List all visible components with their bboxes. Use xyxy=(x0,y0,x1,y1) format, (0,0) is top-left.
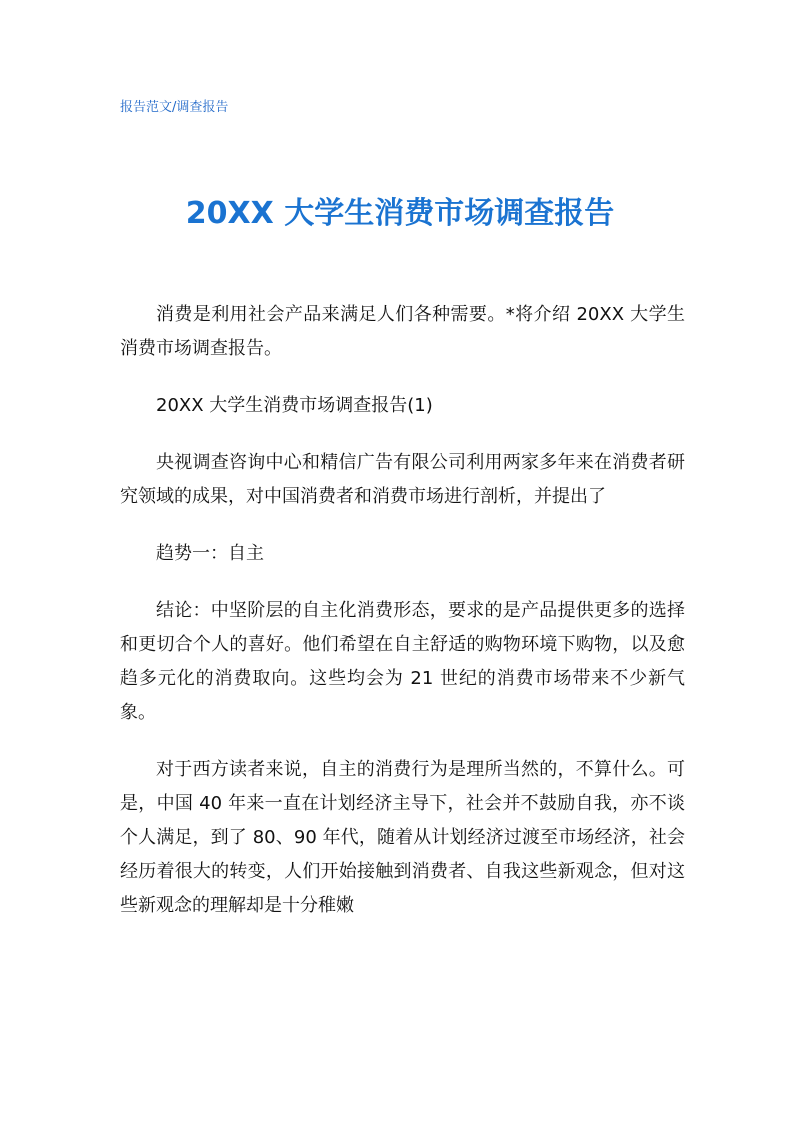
body-paragraph: 对于西方读者来说，自主的消费行为是理所当然的，不算什么。可是，中国 40 年来一直在计划经济主导下，社会并不鼓励自我，亦不谈个人满足，到了 80、90 年代，随着从计划经济过渡至市场经济，社会经历着很大的转变，人们开始接触到消费者、自我这些新观念，但对这些新观念的理解却是十分稚嫩 xyxy=(120,759,685,916)
section-heading: 20XX 大学生消费市场调查报告(1) xyxy=(156,395,433,416)
document-body xyxy=(120,298,685,946)
page-title: 20XX 大学生消费市场调查报告 xyxy=(185,196,615,231)
body-paragraph: 央视调查咨询中心和精信广告有限公司利用两家多年来在消费者研究领域的成果，对中国消费者和消费市场进行剖析，并提出了 xyxy=(120,452,685,507)
trend-heading: 趋势一：自主 xyxy=(156,543,264,564)
intro-paragraph: 消费是利用社会产品来满足人们各种需要。*将介绍 20XX 大学生消费市场调查报告。 xyxy=(120,304,685,359)
breadcrumb[interactable]: 报告范文/调查报告 xyxy=(120,100,229,115)
conclusion-paragraph: 结论：中坚阶层的自主化消费形态，要求的是产品提供更多的选择和更切合个人的喜好。他们希望在自主舒适的购物环境下购物，以及愈趋多元化的消费取向。这些均会为 21 世纪的消费市场带来不少新气象。 xyxy=(120,600,685,723)
